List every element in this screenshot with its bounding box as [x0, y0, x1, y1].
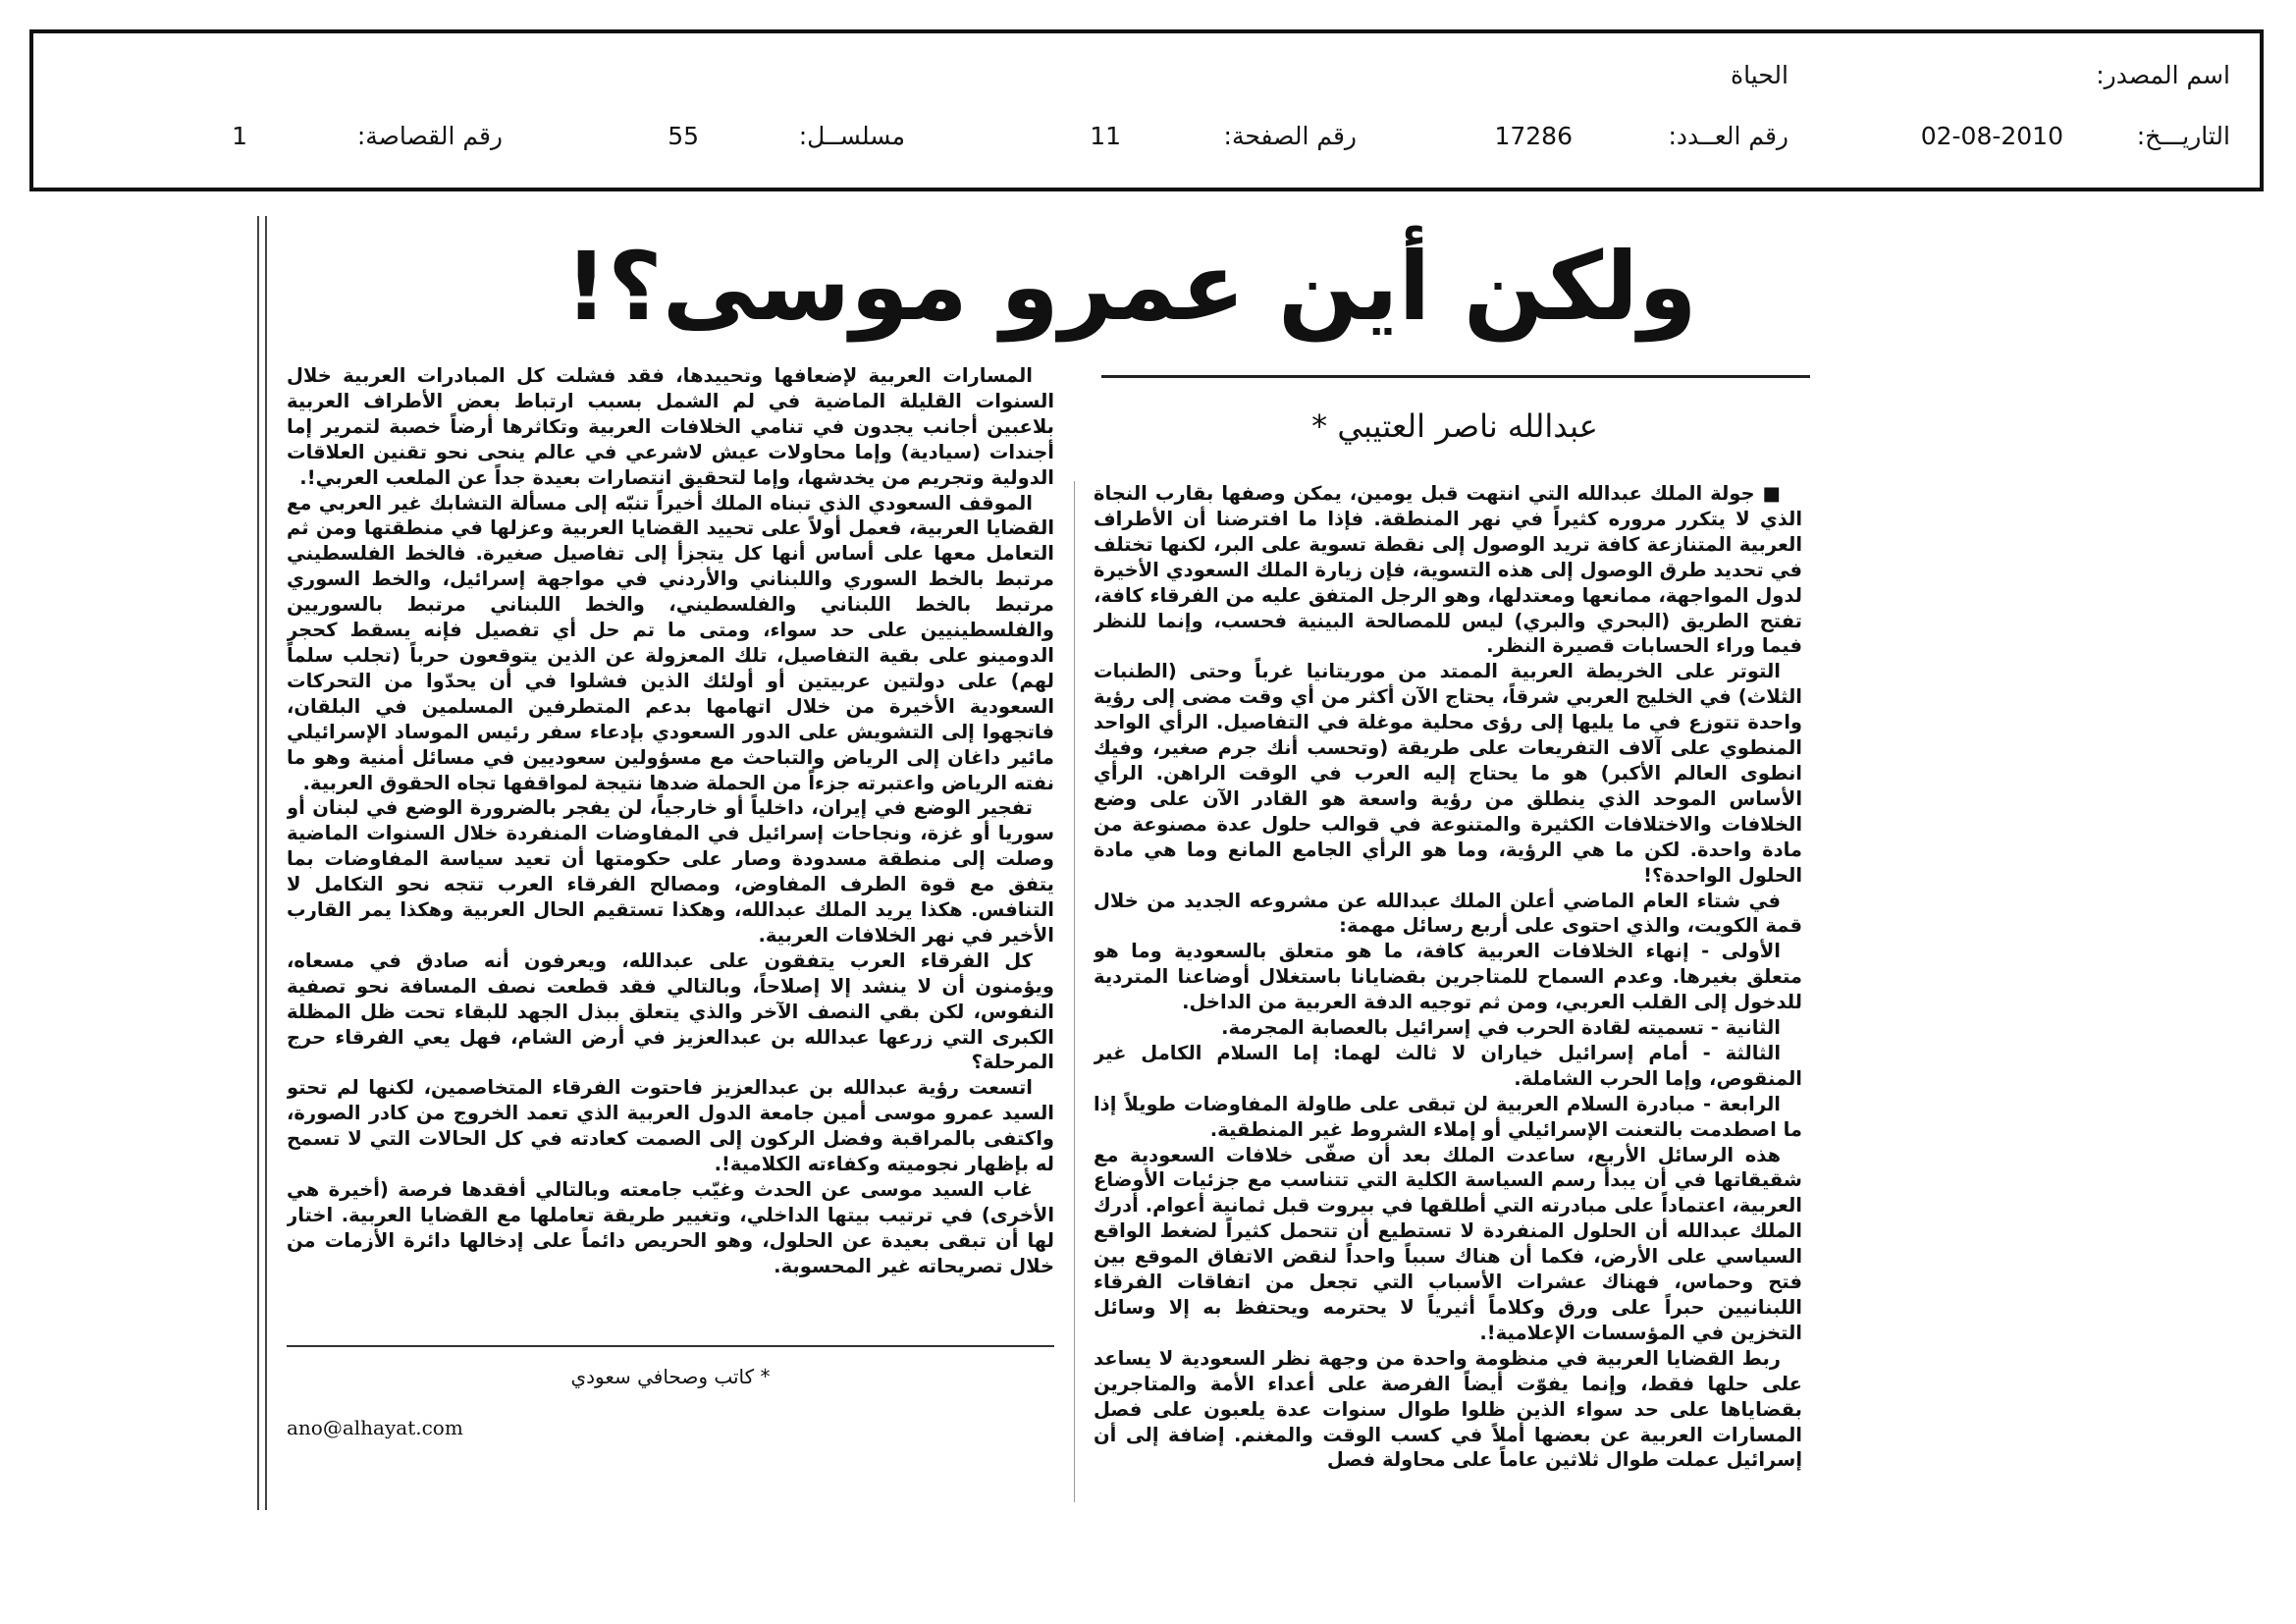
date-label: التاريـــخ:: [2136, 122, 2230, 150]
paragraph: الموقف السعودي الذي تبناه الملك أخيراً تنبّه إلى مسألة التشابك غير العربي مع القضايا العربية، فعمل أولاً على تحييد القضايا العربية وعزلها في منطقتها ومن ثم التعامل معها على أساس أنها كل يتجزأ إلى تفاصيل صغيرة. فالخط الفلسطيني مرتبط بالخط السوري واللبناني والأردني في مواجهة إسرائيل، والخط السوري مرتبط بالخط اللبناني والفلسطيني، والخط اللبناني مرتبط بالسوريين والفلسطينيين على حد سواء، ومتى ما تم حل أي تفصيل فإنه يسقط كحجر الدومينو على بقية التفاصيل، تلك المعزولة عن الذين يتوقعون حرباً (تجلب سلماً لهم) على دولتين عربيتين أو أولئك الذين فشلوا في أن يحدّوا من التحركات السعودية الأخيرة من خلال اتهامها بدعم المتطرفين المسلمين في البلقان، فاتجهوا إلى التشويش على الدور السعودي بإدعاء سفر رئيس الموساد الإسرائيلي مائير داغان إلى الرياض والتباحث مع مسؤولين سعوديين في مسائل أمنية وهو ما نفته الرياض واعتبرته جزءاً من الحملة ضدها نتيجة لمواقفها تجاه الحقوق العربية.: [287, 491, 1054, 794]
column-divider: [1074, 481, 1075, 1502]
paragraph: تفجير الوضع في إيران، داخلياً أو خارجياً، لن يفجر بالضرورة الوضع في لبنان أو سوريا أو غزة، ونجاحات إسرائيل في المفاوضات المنفردة خلال السنوات الماضية وصلت إلى منطقة مسدودة وصار على حكومتها أن تعيد سياسة المفاوضات بما يتفق مع قوة الطرف المفاوض، ومصالح الفرقاء العرب تتجه نحو التكامل لا التنافس. هكذا يريد الملك عبدالله، وهكذا تستقيم الحال العربية وهكذا يمر القارب الأخير في نهر الخلافات العربية.: [287, 796, 1054, 947]
paragraph: اتسعت رؤية عبدالله بن عبدالعزيز فاحتوت الفرقاء المتخاصمين، لكنها لم تحتو السيد عمرو موسى أمين جامعة الدول العربية الذي تعمد الخروج من كادر الصورة، واكتفى بالمراقبة وفضل الركون إلى الصمت كعادته في كل الحالات التي لا تسمح له بإظهار نجوميته وكفاءته الكلامية!.: [287, 1076, 1054, 1176]
paragraph: ■ جولة الملك عبدالله التي انتهت قبل يومين، يمكن وصفها بقارب النجاة الذي لا يتكرر مروره كثيراً في نهر المنطقة. فإذا ما افترضنا أن الأطراف العربية المتنازعة كافة تريد الوصول إلى نقطة تسوية على البر، لكنها تختلف في تحديد طرق الوصول إلى هذه التسوية، فإن زيارة الملك السعودي الأخيرة لدول المواجهة، ممانعها ومعتدلها، وهو الرجل المتفق عليه من الفرقاء كافة، تفتح الطريق (البحري والبري) ليس للمصالحة البينية فحسب، وإنما للنظر فيما وراء الحسابات قصيرة النظر.: [1094, 482, 1802, 658]
date-value: 02-08-2010: [1920, 122, 2063, 150]
page-value: 11: [1090, 122, 1121, 150]
paragraph: كل الفرقاء العرب يتفقون على عبدالله، ويعرفون أنه صادق في مسعاه، ويؤمنون أن لا ينشد إلا إصلاحاً، وبالتالي فقد قطعت نصف المسافة نحو تصفية النفوس، لكن بقي النصف الآخر والذي يتعلق ببذل الجهد للبقاء تحت ظل المظلة الكبرى التي زرعها عبدالله بن عبدالعزيز في أرض الشام، فهل يعي الفرقاء حرج المرحلة؟: [287, 948, 1054, 1074]
clipping-header: [29, 29, 2264, 191]
source-label: اسم المصدر:: [2096, 61, 2230, 89]
author-note: * كاتب وصحافي سعودي: [570, 1365, 771, 1388]
byline: عبدالله ناصر العتيبي *: [1311, 407, 1598, 445]
paragraph: غاب السيد موسى عن الحدث وغيّب جامعته وبالتالي أفقدها فرصة (أخيرة هي الأخرى) في ترتيب بيتها الداخلي، وتغيير طريقة تعاملها مع القضايا العربية. اختار لها أن تبقى بعيدة عن الحلول، وهو الحريص دائماً على إدخالها دائرة الأزمات من خلال تصريحاته غير المحسوبة.: [287, 1178, 1054, 1277]
serial-value: 55: [667, 122, 699, 150]
paragraph: الأولى - إنهاء الخلافات العربية كافة، ما هو متعلق بالسعودية وما هو متعلق بغيرها. وعدم السماح للمتاجرين بقضايانا باستغلال أوضاعنا المتردية للدخول إلى القلب العربي، ومن ثم توجيه الدفة العربية من الداخل.: [1094, 940, 1802, 1014]
page-label: رقم الصفحة:: [1223, 122, 1357, 150]
paragraph: الرابعة - مبادرة السلام العربية لن تبقى على طاولة المفاوضات طويلاً إذا ما اصطدمت بالتعنت الإسرائيلي أو إملاء الشروط غير المنطقية.: [1094, 1092, 1802, 1141]
clipping-label: رقم القصاصة:: [356, 122, 503, 150]
author-email: ano@alhayat.com: [287, 1416, 463, 1439]
column-rule: [257, 216, 267, 1510]
paragraph: المسارات العربية لإضعافها وتحييدها، فقد فشلت كل المبادرات العربية خلال السنوات القليلة الماضية في لم الشمل بسبب ارتباط بعض الأطراف العربية بلاعبين أجانب يجدون في تنامي الخلافات العربية وتكاثرها أرضاً خصبة لتمرير إما أجندات (سيادية) وإما محاولات عيش لاشرعي في عالم ينحى نحو تقنين العلاقات الدولية وتجريم من يخدشها، وإما لتحقيق انتصارات بعيدة جداً عن الملعب العربي!.: [287, 364, 1054, 489]
article-column-left: [287, 363, 1054, 1321]
issue-value: 17286: [1494, 122, 1573, 150]
serial-label: مسلســل:: [798, 122, 905, 150]
article: [257, 216, 1895, 1510]
paragraph: الثانية - تسميته لقادة الحرب في إسرائيل بالعصابة المجرمة.: [1221, 1016, 1781, 1040]
paragraph: التوتر على الخريطة العربية الممتد من موريتانيا غرباً وحتى (الطنبات الثلاث) في الخليج العربي شرقاً، يحتاج الآن أكثر من أي وقت مضى إلى رؤية واحدة تتوزع في ما يليها إلى رؤى محلية موغلة في التفاصيل. الرأي الواحد المنطوي على آلاف التفريعات على طريقة (وتحسب أنك جرم صغير، وفيك انطوى العالم الأكبر) هو ما يحتاج إليه العرب في الوقت الراهن. الرأي الأساس الموحد الذي ينطلق من رؤية واسعة هو القادر الآن على وضع الخلافات والاختلافات الكثيرة والمتنوعة في قوالب حلول عدة مصنوعة من مادة واحدة. لكن ما هي الرؤية، وما هو الرأي الجامع المانع وما هي مادة الحلول الواحدة؟!: [1094, 660, 1802, 887]
title-rule: [1101, 375, 1810, 378]
headline: ولكن أين عمرو موسى؟!: [564, 232, 1697, 342]
article-column-right: [1094, 481, 1802, 1502]
paragraph: ربط القضايا العربية في منظومة واحدة من وجهة نظر السعودية لا يساعد على حلها فقط، وإنما يفوّت أيضاً الفرصة على أعداء الأمة والمتاجرين بقضاياها على حد سواء الذين ظلوا طوال سنوات عدة يلعبون على فصل المسارات العربية عن بعضها أملاً في كسب الوقت والمغنم. إضافة إلى أن إسرائيل عملت طوال ثلاثين عاماً على محاولة فصل: [1094, 1346, 1802, 1472]
footer-rule: [287, 1345, 1054, 1347]
issue-label: رقم العــدد:: [1668, 122, 1789, 150]
paragraph: الثالثة - أمام إسرائيل خياران لا ثالث لهما: إما السلام الكامل غير المنقوص، وإما الحرب الشاملة.: [1094, 1041, 1802, 1090]
paragraph: هذه الرسائل الأربع، ساعدت الملك بعد أن صفّى خلافات السعودية مع شقيقاتها في أن يبدأ رسم السياسة الكلية التي تتناسب مع جزئيات الأوضاع العربية، اعتماداً على مبادرته التي أطلقها في بيروت قبل ثمانية أعوام. أدرك الملك عبدالله أن الحلول المنفردة لا تستطيع أن تتحمل كثيراً لضغط الواقع السياسي على الأرض، فكما أن هناك سبباً واحداً لنقض الاتفاق الموقع بين فتح وحماس، فهناك عشرات الأسباب التي تجعل من اتفاقات الفرقاء اللبنانيين حبراً على ورق وكلاماً أثيرياً لا يحترمه ويحتفظ به إلا وسائل التخزين في المؤسسات الإعلامية!.: [1094, 1143, 1802, 1344]
paragraph: في شتاء العام الماضي أعلن الملك عبدالله عن مشروعه الجديد من خلال قمة الكويت، والذي احتوى على أربع رسائل مهمة:: [1094, 889, 1802, 938]
source-value: الحياة: [1731, 61, 1789, 89]
clipping-value: 1: [232, 122, 247, 150]
